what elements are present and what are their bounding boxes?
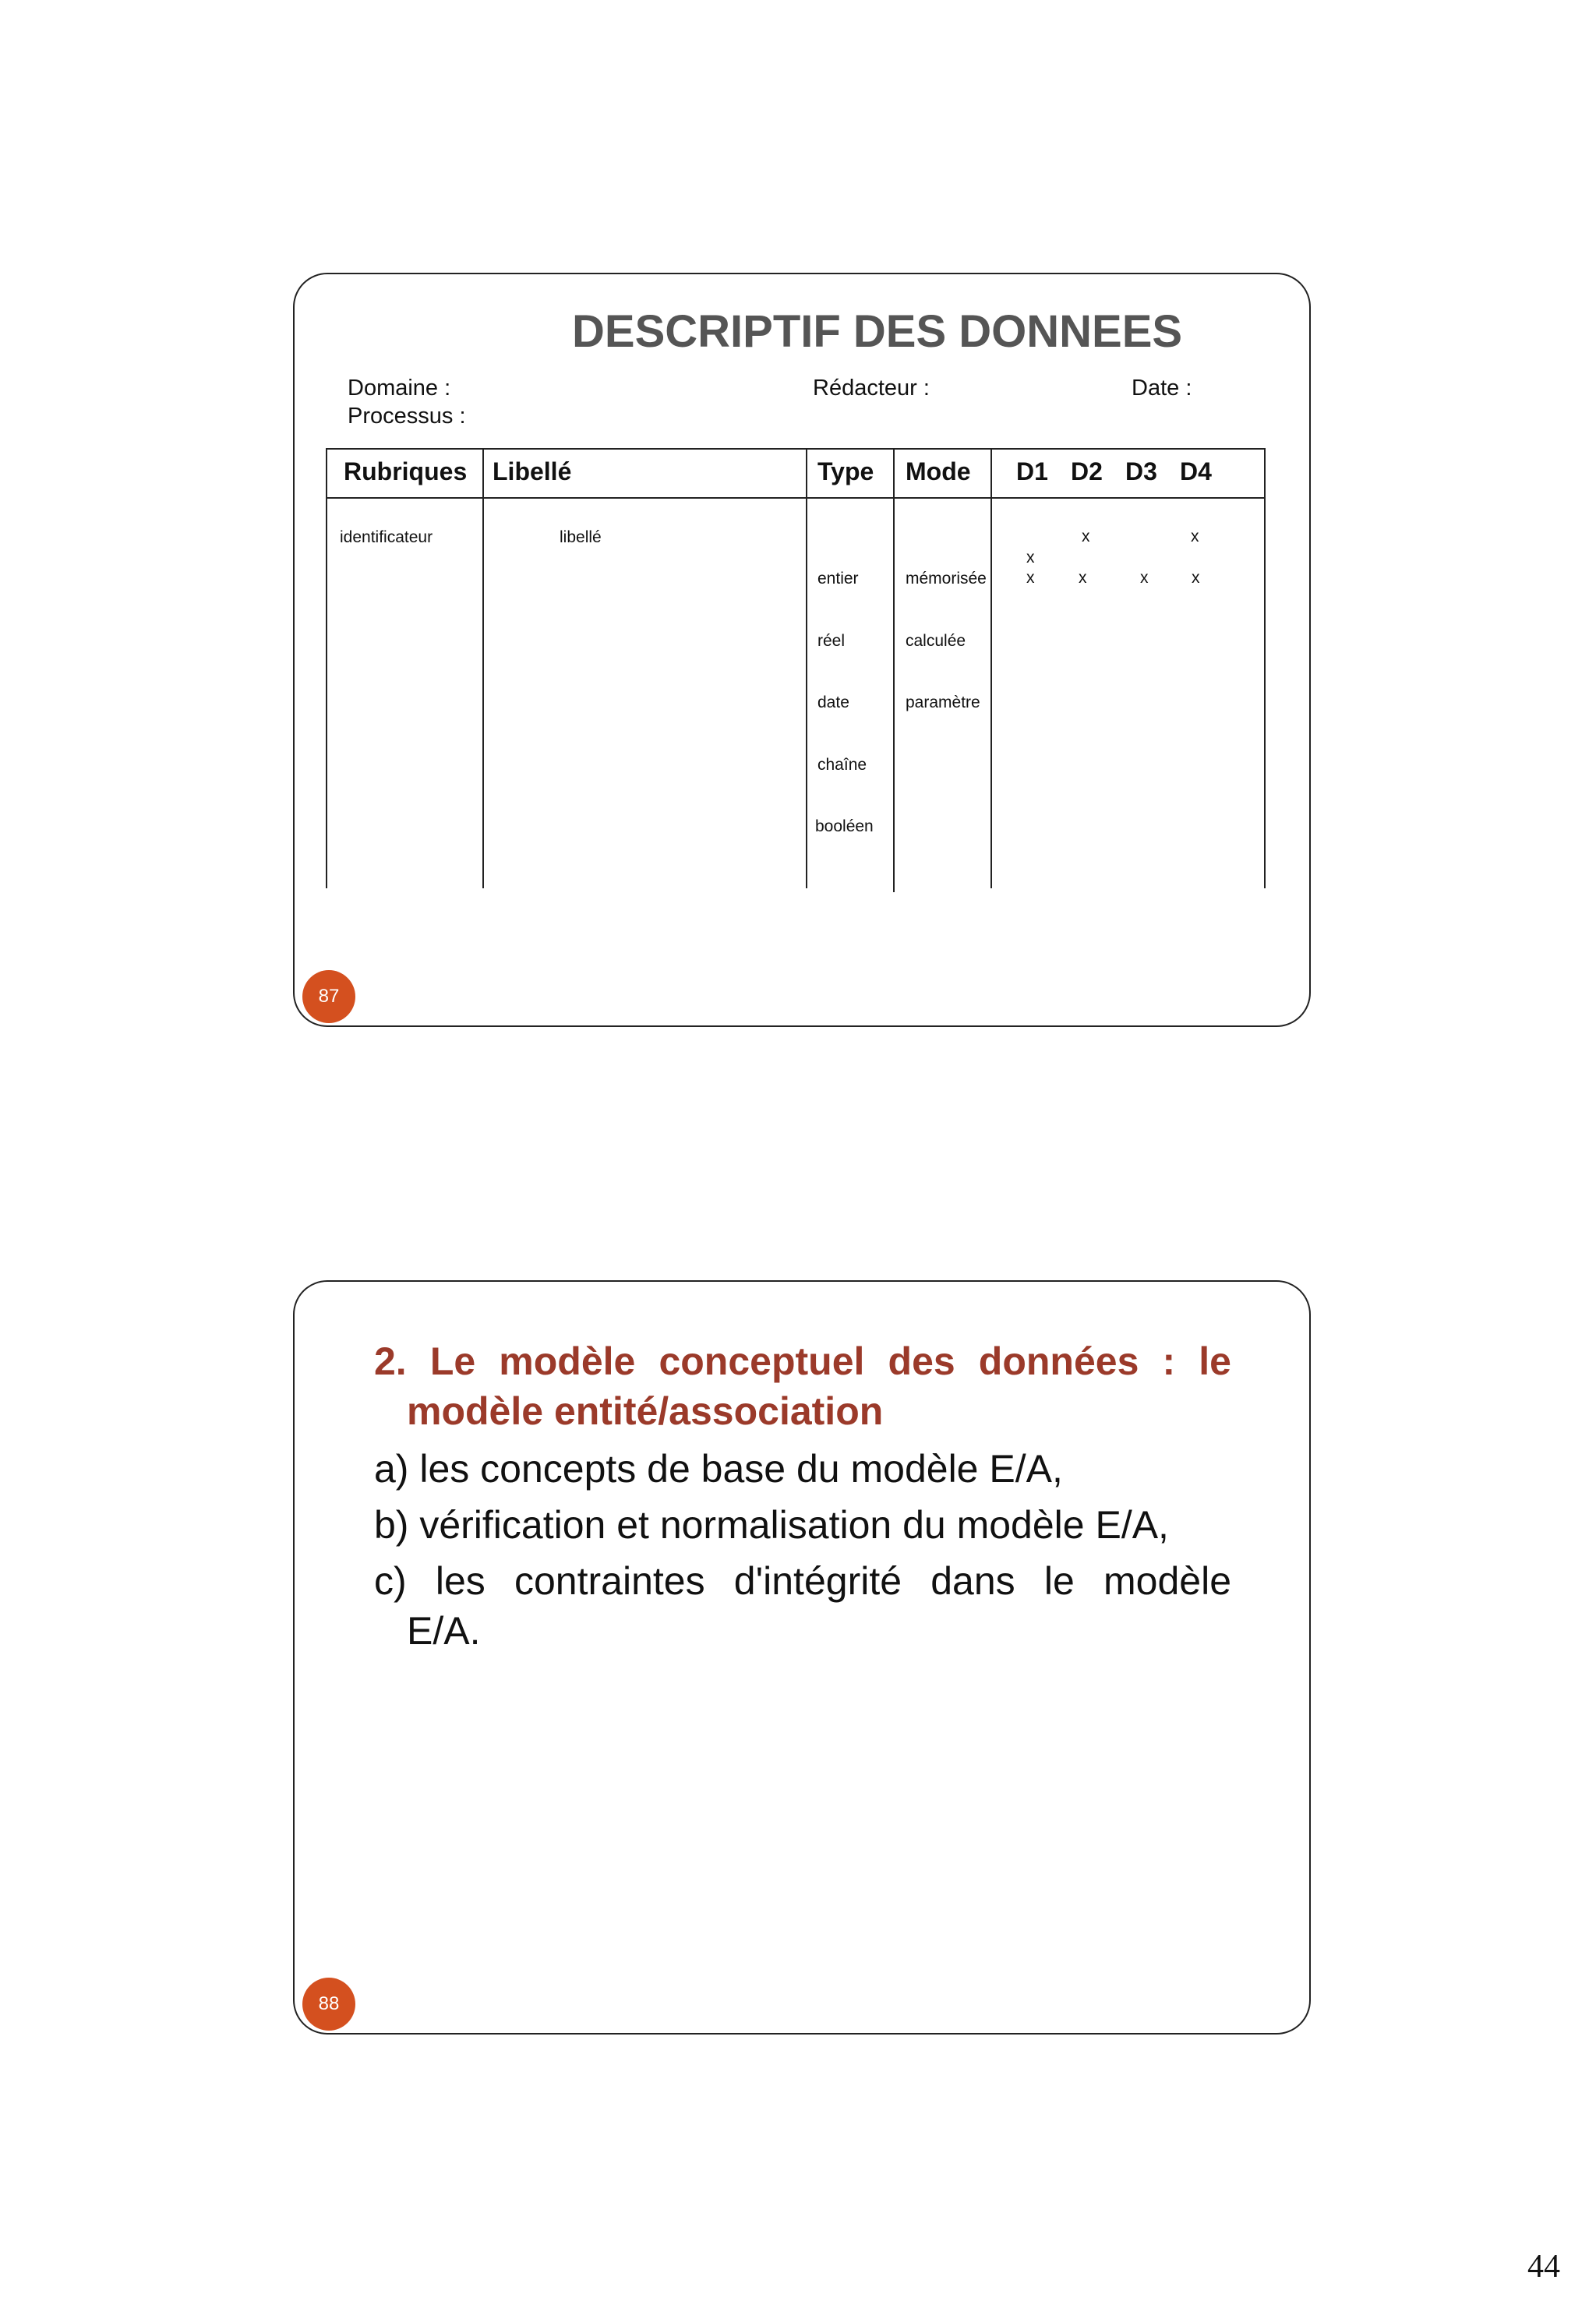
cell-mode (906, 528, 987, 755)
mode-option: paramètre (906, 693, 980, 711)
list-item-c: c) les contraintes d'intégrité dans le modèle (374, 1559, 1231, 1603)
cell-libelle: libellé (560, 528, 602, 546)
table-col-border (482, 448, 484, 888)
mode-option: mémorisée (906, 570, 987, 588)
mark-memorisee-d2: x (1082, 528, 1090, 545)
table-col-border (893, 448, 895, 892)
section-heading (374, 1336, 1231, 1436)
mark-memorisee-d4: x (1191, 528, 1199, 545)
type-option: réel (817, 631, 846, 650)
slide-title: DESCRIPTIF DES DONNEES (572, 306, 1183, 357)
header-d4: D4 (1180, 457, 1212, 485)
header-d1: D1 (1016, 457, 1048, 485)
type-option: booléen (815, 817, 874, 835)
mark-calculee-d1: x (1026, 549, 1035, 566)
header-mode: Mode (906, 457, 971, 485)
slide-87 (293, 273, 1311, 1027)
type-option: entier (817, 570, 859, 588)
table-header-border (326, 497, 1266, 499)
table-col-border (1264, 448, 1266, 888)
mark-parametre-d3: x (1140, 569, 1149, 587)
cell-rubrique: identificateur (340, 528, 433, 546)
table-col-border (326, 448, 327, 888)
table-top-border (326, 448, 1266, 450)
header-libelle: Libellé (493, 457, 572, 485)
redacteur-label: Rédacteur : (813, 376, 930, 401)
mode-option: calculée (906, 631, 966, 650)
domaine-label: Domaine : (348, 376, 451, 401)
processus-label: Processus : (348, 404, 466, 429)
section-heading-line1: 2. Le modèle conceptuel des données : le (374, 1339, 1231, 1383)
mark-parametre-d2: x (1079, 569, 1087, 587)
header-type: Type (817, 457, 874, 485)
header-rubriques: Rubriques (344, 457, 468, 485)
header-d3: D3 (1125, 457, 1157, 485)
page-number: 44 (1527, 2249, 1560, 2285)
section-heading-line2: modèle entité/association (407, 1389, 884, 1433)
table-col-border (806, 448, 807, 888)
slide-number-badge: 87 (302, 970, 355, 1023)
list-item-b: b) vérification et normalisation du modèle E/A, (374, 1503, 1169, 1547)
mark-parametre-d1: x (1026, 569, 1035, 587)
type-option: date (817, 693, 849, 711)
slide-number-badge: 88 (302, 1978, 355, 2031)
list-item-a: a) les concepts de base du modèle E/A, (374, 1447, 1063, 1491)
cell-type (817, 528, 874, 879)
list-item-c-continued: E/A. (407, 1609, 481, 1653)
slide-88 (293, 1280, 1311, 2035)
date-label: Date : (1132, 376, 1192, 401)
table-col-border (990, 448, 992, 888)
header-d2: D2 (1071, 457, 1103, 485)
mark-parametre-d4: x (1192, 569, 1200, 587)
type-option: chaîne (817, 755, 867, 774)
